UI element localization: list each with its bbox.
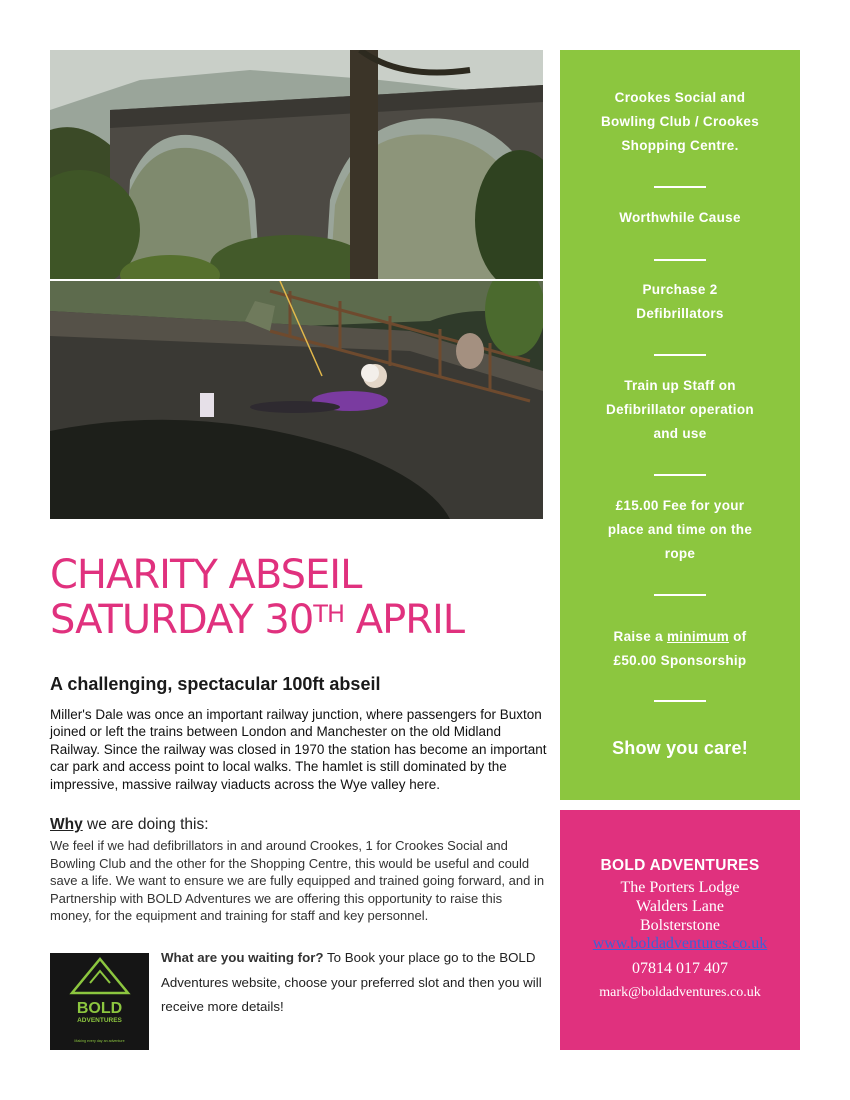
abseil-photo [50, 281, 543, 519]
raise-post: of [729, 629, 747, 644]
train-line1: Train up Staff on [624, 378, 736, 393]
address-line2: Walders Lane [636, 898, 724, 915]
viaduct-photo [50, 50, 543, 279]
viaduct-arches-illustration [50, 50, 543, 279]
company-name: BOLD ADVENTURES [600, 857, 760, 874]
separator [654, 474, 706, 476]
intro-paragraph: Miller's Dale was once an important railway junction, where passengers for Buxton joined or left the trains between London and Manchester on the old Midland Railway. Since the railway was closed in 1970 the station has become an important car park and access point to local walks. The hamlet is still dominated by the impressive, massive railway viaducts across the Wye valley here. [50, 707, 547, 792]
why-word: Why [50, 816, 83, 833]
train-line3: and use [653, 426, 707, 441]
fee-line2: place and time on the [607, 522, 753, 537]
why-paragraph: We feel if we had defibrillators in and around Crookes, 1 for Crookes Social and Bowling Club and the other for the Shopping Centre, this would be useful and could save a life. We want to ensure we are fully equipped and trained going forward, and in Partnership with BOLD Adventures we are offering this opportunity to raise this money, for the equipment and training for staff and key personnel. [50, 838, 545, 923]
why-rest: we are doing this: [82, 816, 209, 833]
purchase-line1: Purchase 2 [642, 282, 718, 297]
show-you-care-text: Show you care! [612, 738, 748, 758]
purchase-line2: Defibrillators [636, 306, 724, 321]
venue-block [560, 86, 800, 158]
cta-rest: To Book your place go to the BOLD Adventures website, choose your preferred slot and then you will receive more details! [161, 950, 542, 1014]
email-address[interactable]: mark@boldadventures.co.uk [599, 985, 761, 1000]
logo-graphic [50, 953, 149, 1050]
title-line2-post: APRIL [344, 597, 465, 643]
sponsorship-block [560, 625, 800, 673]
address-line1: The Porters Lodge [620, 879, 740, 896]
address-line3: Bolsterstone [640, 917, 720, 934]
separator [654, 259, 706, 261]
logo-tagline: Making every day an adventure [74, 1039, 125, 1043]
title-line1: CHARITY ABSEIL [50, 552, 362, 598]
separator [654, 354, 706, 356]
venue-line1: Crookes Social and [614, 90, 746, 105]
why-heading [50, 816, 209, 834]
fee-block [560, 494, 800, 566]
event-subtitle: A challenging, spectacular 100ft abseil [50, 674, 381, 694]
cta-bold: What are you waiting for? [161, 950, 324, 965]
training-block [560, 374, 800, 446]
logo-subtext: ADVENTURES [77, 1017, 122, 1024]
booking-call-to-action [161, 946, 553, 1020]
separator [654, 594, 706, 596]
contact-panel [560, 810, 800, 1050]
bold-adventures-logo [50, 953, 149, 1050]
logo-text: BOLD [76, 1000, 123, 1017]
train-line2: Defibrillator operation [606, 402, 754, 417]
title-sup: TH [313, 600, 345, 628]
abseiler-illustration [50, 281, 543, 519]
raise-minimum: minimum [666, 629, 730, 644]
website-link[interactable]: www.boldadventures.co.uk [592, 935, 768, 952]
title-line2-pre: SATURDAY 30 [50, 597, 314, 643]
raise-pre: Raise a [613, 629, 667, 644]
fee-line1: £15.00 Fee for your [615, 498, 745, 513]
phone-number: 07814 017 407 [632, 960, 728, 977]
venue-line3: Shopping Centre. [621, 138, 739, 153]
raise-line2: £50.00 Sponsorship [613, 653, 747, 668]
details-panel [560, 50, 800, 800]
event-title [50, 553, 570, 643]
separator [654, 700, 706, 702]
purchase-block [560, 278, 800, 326]
separator [654, 186, 706, 188]
fee-line3: rope [664, 546, 696, 561]
venue-line2: Bowling Club / Crookes [600, 114, 760, 129]
cause-text: Worthwhile Cause [619, 210, 741, 225]
